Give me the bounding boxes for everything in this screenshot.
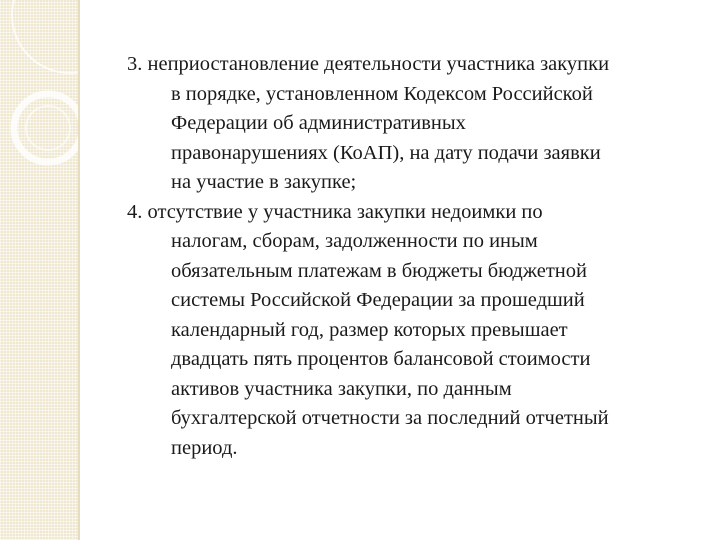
strip-divider (78, 0, 80, 540)
decorative-circles-icon (0, 0, 80, 540)
item-3-line-1: 3. неприостановление деятельности участника закупки (127, 53, 610, 75)
item-4-line-4: системы Российской Федерации за прошедший (171, 289, 585, 311)
item-4-line-5: календарный год, размер которых превышает (171, 318, 568, 341)
item-4-line-2: налогам, сборам, задолженности по иным (171, 230, 538, 252)
item-3-line-3: Федерации об административных (171, 112, 466, 134)
item-4-line-8: бухгалтерской отчетности за последний отчетный (171, 407, 609, 429)
item-3-line-2: в порядке, установленном Кодексом Российской (171, 82, 593, 105)
item-4-line-6: двадцать пять процентов балансовой стоимости (171, 348, 591, 370)
item-4-line-1: 4. отсутствие у участника закупки недоимки по (127, 200, 543, 223)
document-body (127, 50, 702, 463)
item-4-line-7: активов участника закупки, по данным (171, 377, 512, 400)
list-item-4 (127, 198, 702, 464)
item-4-line-3: обязательным платежам в бюджеты бюджетной (171, 259, 587, 282)
item-3-line-4: правонарушениях (КоАП), на дату подачи заявки (171, 141, 601, 164)
list-item-3 (127, 50, 702, 198)
item-4-line-9: период. (171, 436, 238, 459)
item-3-line-5: на участие в закупке; (171, 171, 357, 193)
decorative-side-strip (0, 0, 80, 540)
